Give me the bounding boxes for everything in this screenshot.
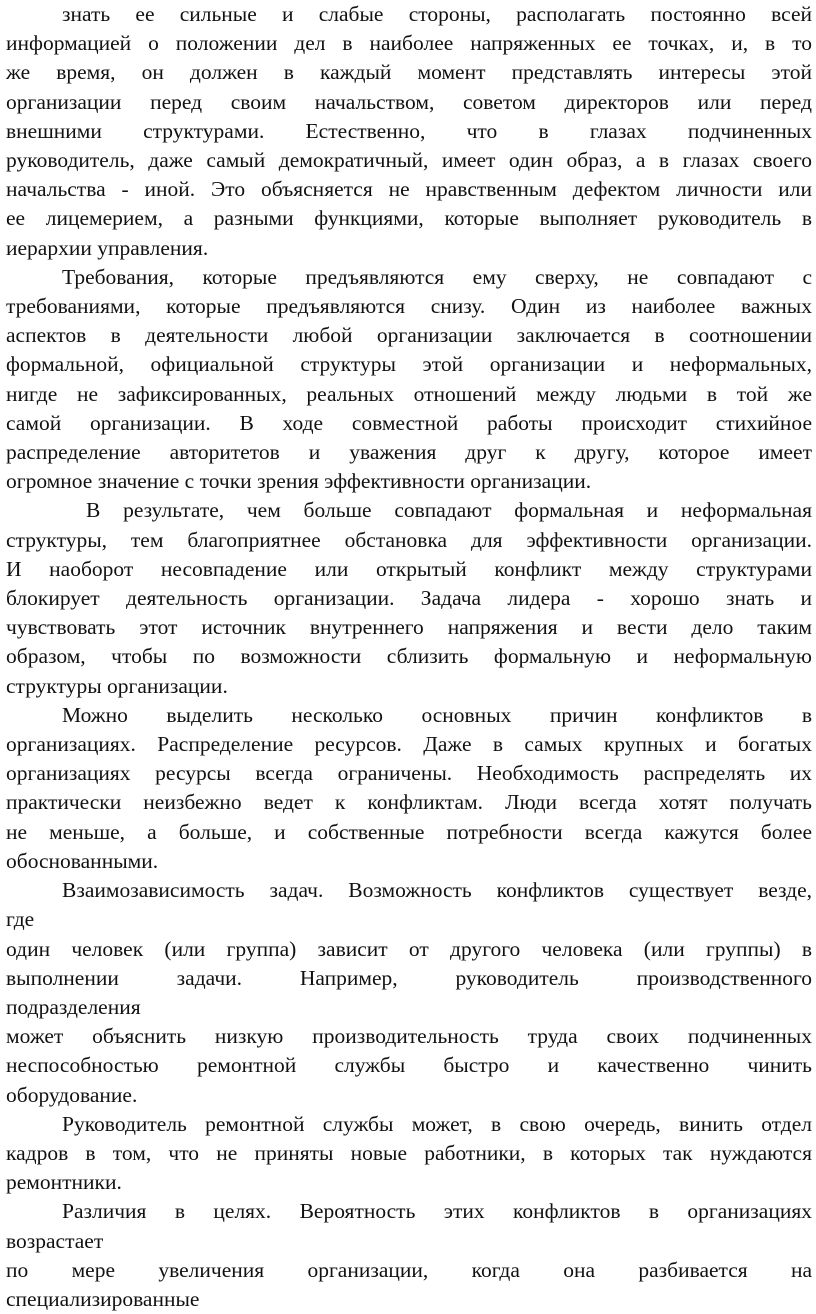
text-line: ремонтники. bbox=[6, 1170, 122, 1195]
text-line: специализированные bbox=[6, 1286, 200, 1311]
text-line: один человек (или группа) зависит от другого человека (или группы) в bbox=[6, 936, 812, 961]
text-line: руководитель, даже самый демократичный, имеет один образ, а в глазах своего bbox=[6, 148, 812, 173]
text-line: структуры, тем благоприятнее обстановка для эффективности организации. bbox=[6, 527, 812, 552]
text-line: организациях ресурсы всегда ограничены. Необходимость распределять их bbox=[6, 761, 812, 786]
paragraph bbox=[6, 701, 812, 876]
paragraph bbox=[6, 263, 812, 497]
text-line: требованиями, которые предъявляются снизу. Один из наиболее важных bbox=[6, 294, 812, 319]
text-line: подразделения bbox=[6, 994, 141, 1019]
text-line: выполнении задачи. Например, руководитель производственного bbox=[6, 965, 812, 990]
text-line: Можно выделить несколько основных причин конфликтов в bbox=[62, 702, 812, 727]
paragraph bbox=[6, 935, 812, 1023]
text-line: обоснованными. bbox=[6, 848, 159, 873]
text-line: структуры организации. bbox=[6, 673, 228, 698]
paragraph bbox=[6, 1022, 812, 1110]
paragraph bbox=[6, 496, 812, 700]
text-line: практически неизбежно ведет к конфликтам. Люди всегда хотят получать bbox=[6, 790, 812, 815]
text-line: оборудование. bbox=[6, 1082, 138, 1107]
text-line: по мере увеличения организации, когда она разбивается на bbox=[6, 1257, 812, 1282]
text-line: чувствовать этот источник внутреннего напряжения и вести дело таким bbox=[6, 615, 812, 640]
text-line: формальной, официальной структуры этой организации и неформальных, bbox=[6, 352, 812, 377]
text-line: неспособностью ремонтной службы быстро и качественно чинить bbox=[6, 1053, 812, 1078]
paragraph bbox=[6, 876, 812, 934]
text-line: информацией о положении дел в наиболее напряженных ее точках, и, в то bbox=[6, 31, 812, 56]
text-line: распределение авторитетов и уважения друг к другу, которое имеет bbox=[6, 440, 812, 465]
text-line: не меньше, а больше, и собственные потребности всегда кажутся более bbox=[6, 819, 812, 844]
text-line: начальства - иной. Это объясняется не нравственным дефектом личности или bbox=[6, 177, 812, 202]
text-line: нигде не зафиксированных, реальных отношений между людьми в той же bbox=[6, 381, 812, 406]
text-line: Взаимозависимость задач. Возможность конфликтов существует везде, bbox=[62, 878, 812, 903]
text-line: где bbox=[6, 907, 35, 932]
paragraph bbox=[6, 1197, 812, 1255]
text-line: организации перед своим начальством, советом директоров или перед bbox=[6, 89, 812, 114]
text-line: аспектов в деятельности любой организации заключается в соотношении bbox=[6, 323, 812, 348]
text-line: возрастает bbox=[6, 1228, 104, 1253]
text-line: внешними структурами. Естественно, что в глазах подчиненных bbox=[6, 118, 812, 143]
text-line: организациях. Распределение ресурсов. Даже в самых крупных и богатых bbox=[6, 732, 812, 757]
text-line: огромное значение с точки зрения эффективности организации. bbox=[6, 469, 592, 494]
text-line: кадров в том, что не приняты новые работники, в которых так нуждаются bbox=[6, 1140, 812, 1165]
text-line: В результате, чем больше совпадают формальная и неформальная bbox=[86, 498, 812, 523]
text-line: может объяснить низкую производительность труда своих подчиненных bbox=[6, 1024, 812, 1049]
paragraph bbox=[6, 0, 812, 263]
text-line: Требования, которые предъявляются ему сверху, не совпадают с bbox=[62, 264, 812, 289]
text-line: Различия в целях. Вероятность этих конфликтов в организациях bbox=[62, 1199, 812, 1224]
text-line: образом, чтобы по возможности сблизить формальную и неформальную bbox=[6, 644, 812, 669]
text-line: знать ее сильные и слабые стороны, располагать постоянно всей bbox=[62, 2, 812, 26]
text-line: иерархии управления. bbox=[6, 235, 209, 260]
text-line: И наоборот несовпадение или открытый конфликт между структурами bbox=[6, 556, 812, 581]
document-page bbox=[6, 0, 812, 1314]
text-line: Руководитель ремонтной службы может, в свою очередь, винить отдел bbox=[62, 1111, 812, 1136]
text-line: самой организации. В ходе совместной работы происходит стихийное bbox=[6, 410, 812, 435]
paragraph bbox=[6, 1256, 812, 1314]
text-line: же время, он должен в каждый момент представлять интересы этой bbox=[6, 60, 812, 85]
text-line: блокирует деятельность организации. Задача лидера - хорошо знать и bbox=[6, 586, 812, 611]
paragraph bbox=[6, 1110, 812, 1198]
text-line: ее лицемерием, а разными функциями, которые выполняет руководитель в bbox=[6, 206, 812, 231]
